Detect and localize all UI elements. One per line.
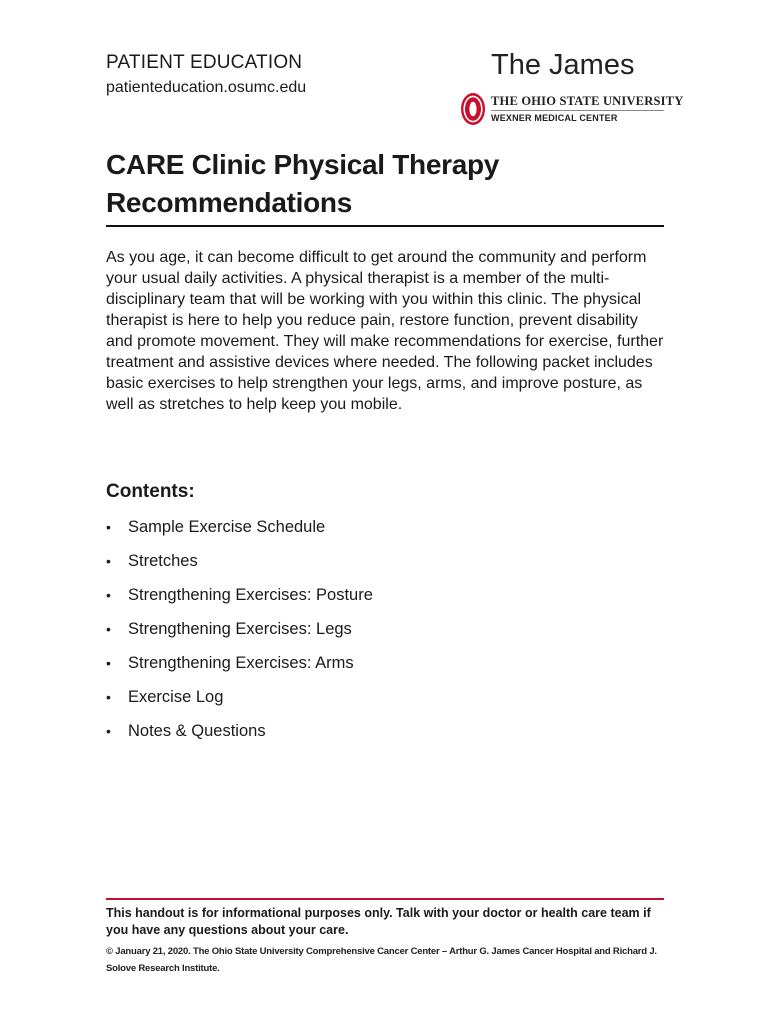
contents-item <box>106 578 373 612</box>
bullet-icon: • <box>106 655 111 671</box>
block-o-icon <box>460 92 486 126</box>
website-link[interactable]: patienteducation.osumc.edu <box>106 79 307 96</box>
contents-item-label: Strengthening Exercises: Arms <box>128 654 354 672</box>
copyright: © January 21, 2020. The Ohio State University Comprehensive Cancer Center – Arthur G. James Cancer Hospital and Richard J. Solove Research Institute. <box>106 946 657 974</box>
contents-item-label: Exercise Log <box>128 688 224 706</box>
contents-list <box>106 510 373 748</box>
contents-item <box>106 680 373 714</box>
bullet-icon: • <box>106 519 111 535</box>
contents-item-label: Strengthening Exercises: Legs <box>128 620 352 638</box>
contents-item <box>106 510 373 544</box>
contents-heading: Contents: <box>106 481 195 502</box>
bullet-icon: • <box>106 689 111 705</box>
header-left <box>106 52 306 98</box>
bullet-icon: • <box>106 587 111 603</box>
bullet-icon: • <box>106 621 111 637</box>
contents-item <box>106 544 373 578</box>
intro-paragraph: As you age, it can become difficult to get around the community and perform your usual daily activities. A physical therapist is a member of the multi-disciplinary team that will be working with you within this clinic. The physical therapist is here to help you reduce pain, restore function, prevent disability and promote movement. They will make recommendations for exercise, further treatment and assistive devices where needed. The following packet includes basic exercises to help strengthen your legs, arms, and improve posture, as well as stretches to help keep you mobile. <box>106 249 664 413</box>
contents-item-label: Notes & Questions <box>128 722 266 740</box>
osu-wordmark <box>460 92 684 126</box>
university-name: THE OHIO STATE UNIVERSITY <box>491 94 684 108</box>
contents-item <box>106 714 373 748</box>
disclaimer: This handout is for informational purposes only. Talk with your doctor or health care team if you have any questions about your care. <box>106 906 651 937</box>
wordmark-divider <box>491 110 664 111</box>
contents-item-label: Stretches <box>128 552 198 570</box>
contents-item <box>106 612 373 646</box>
section-label: PATIENT EDUCATION <box>106 52 303 73</box>
medical-center-name: WEXNER MEDICAL CENTER <box>491 113 618 123</box>
contents-item-label: Sample Exercise Schedule <box>128 518 326 536</box>
page-title: CARE Clinic Physical Therapy Recommendations <box>106 149 500 218</box>
footer-divider <box>106 898 664 900</box>
brand-name: The James <box>491 49 635 81</box>
bullet-icon: • <box>106 553 111 569</box>
title-divider <box>106 225 664 227</box>
contents-item <box>106 646 373 680</box>
contents-item-label: Strengthening Exercises: Posture <box>128 586 373 604</box>
bullet-icon: • <box>106 723 111 739</box>
